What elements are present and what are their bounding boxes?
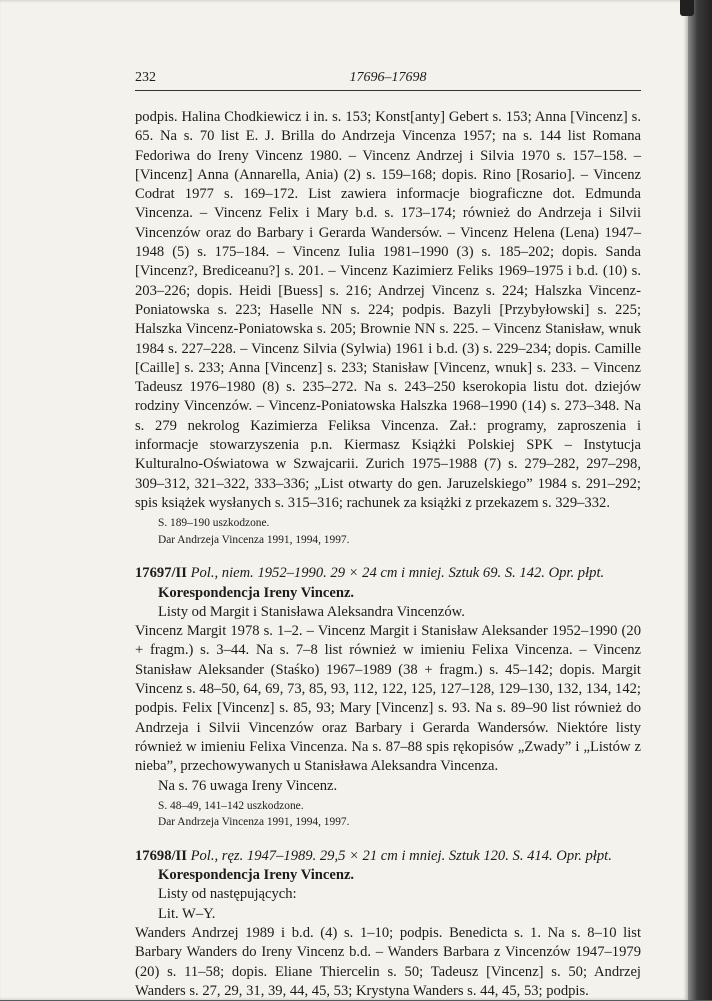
scan-edge xyxy=(688,0,712,1000)
entry-subtitle: Listy od Margit i Stanisława Aleksandra Vincenzów. xyxy=(158,603,465,620)
entry-title: Korespondencja Ireny Vincenz. xyxy=(158,867,355,884)
page-content xyxy=(135,108,641,1001)
page-number: 232 xyxy=(135,70,156,85)
condition-note: S. 48–49, 141–142 uszkodzone. xyxy=(158,799,304,812)
entry-letter-range: Lit. W–Y. xyxy=(158,905,216,922)
entry-number: 17697/II xyxy=(135,565,187,582)
entry-remark: Na s. 76 uwaga Ireny Vincenz. xyxy=(158,777,338,794)
corner-clip xyxy=(680,0,694,16)
provenance-note: Dar Andrzeja Vincenza 1991, 1994, 1997. xyxy=(158,533,350,546)
entry-title: Korespondencja Ireny Vincenz. xyxy=(158,584,355,601)
entry-body: Vincenz Margit 1978 s. 1–2. – Vincenz Margit i Stanisław Aleksander 1952–1990 (20 + fragm.) s. 3–44. Na s. 7–8 list również w imieniu Felixa Vincenza. – Vincenz Stanisław Aleksander (Staśko) 1967–1989 (38 + fragm.) s. 45–142; dopis. Margit Vincenz s. 48–50, 64, 69, 73, 85, 93, 112, 122, 125, 127–128, 129–130, 132, 134, 142; podpis. Felix [Vincenz] s. 85, 93; Mary [Vincenz] s. 93. Na s. 89–90 list również do Andrzeja i Silvii Vincenzów oraz Barbary i Gerarda Wandersów. Niektóre listy również w imieniu Felixa Vincenza. Na s. 87–88 spis rękopisów „Zwady” i „Listów z nieba”, przechowywanych u Stanisława Aleksandra Vincenza. xyxy=(135,623,641,775)
entry-description: Pol., ręz. 1947–1989. 29,5 × 21 cm i mniej. Sztuk 120. S. 414. Opr. płpt. xyxy=(190,847,612,864)
condition-note: S. 189–190 uszkodzone. xyxy=(158,517,270,530)
running-title: 17696–17698 xyxy=(349,70,427,85)
entry-number: 17698/II xyxy=(135,847,187,864)
entry-body: Wanders Andrzej 1989 i b.d. (4) s. 1–10; podpis. Benedicta s. 1. Na s. 8–10 list Barbary Wanders do Ireny Vincenz b.d. – Wanders Barbara z Vincenzów 1947–1979 (20) s. 11–58; dopis. Eliane Thiercelin s. 50; Tadeusz [Vincenz] s. 50; Andrzej Wanders s. 27, 29, 31, 39, 44, 45, 53; Krystyna Wanders s. 44, 45, 53; podpis. xyxy=(135,924,641,999)
provenance-note: Dar Andrzeja Vincenza 1991, 1994, 1997. xyxy=(158,816,350,829)
page-header xyxy=(135,70,641,91)
entry-17698-heading xyxy=(135,847,641,866)
entry-17697-heading xyxy=(135,564,641,583)
continuation-paragraph: podpis. Halina Chodkiewicz i in. s. 153; Konst[anty] Gebert s. 153; Anna [Vincenz] s. 65. Na s. 70 list E. J. Brilla do Andrzeja Vincenza 1957; na s. 144 list Romana Fedoriwa do Ireny Vincenz 1980. – Vincenz Andrzej i Silvia 1970 s. 157–158. – [Vincenz] Anna (Annarella, Ania) (2) s. 159–168; dopis. Rino [Rosario]. – Vincenz Codrat 1977 s. 169–172. List zawiera informacje biograficzne dot. Edmunda Vincenza. – Vincenz Felix i Mary b.d. s. 173–174; również do Andrzeja i Silvii Vincenzów oraz do Barbary i Gerarda Wandersów. – Vincenz Helena (Lena) 1947–1948 (5) s. 175–184. – Vincenz Iulia 1981–1990 (3) s. 185–202; dopis. Sanda [Vincenz?, Brediceanu?] s. 201. – Vincenz Kazimierz Feliks 1969–1975 i b.d. (10) s. 203–226; dopis. Heidi [Buess] s. 216; Andrzej Vincenz s. 224; Halszka Vincenz-Poniatowska s. 223; Haselle NN s. 224; podpis. Bazyli [Przybyłowski] s. 225; Halszka Vincenz-Poniatowska s. 205; Brownie NN s. 225. – Vincenz Stanisław, wnuk 1984 s. 227–228. – Vincenz Silvia (Sylwia) 1961 i b.d. (3) s. 229–234; dopis. Camille [Caille] s. 233; Anna [Vincenz] s. 233; Stanisław [Vincenz, wnuk] s. 233. – Vincenz Tadeusz 1976–1980 (8) s. 235–272. Na s. 243–250 kserokopia listu dot. dziejów rodziny Vincenzów. – Vincenz-Poniatowska Halszka 1968–1990 (14) s. 273–348. Na s. 279 nekrolog Kazimierza Feliksa Vincenza. Zał.: programy, zaproszenia i informacje stowarzyszenia p.n. Kiermasz Książki Polskiej SPK – Instytucja Kulturalno-Oświatowa w Szwajcarii. Zurich 1975–1988 (7) s. 279–282, 297–298, 309–312, 321–322, 333–336; „List otwarty do gen. Jaruzelskiego” 1984 s. 291–292; spis książek wysłanych s. 315–316; rachunek za książki z przekazem s. 329–332. xyxy=(135,109,641,511)
entry-subtitle: Listy od następujących: xyxy=(158,886,297,903)
entry-description: Pol., niem. 1952–1990. 29 × 24 cm i mniej. Sztuk 69. S. 142. Opr. płpt. xyxy=(190,565,605,582)
